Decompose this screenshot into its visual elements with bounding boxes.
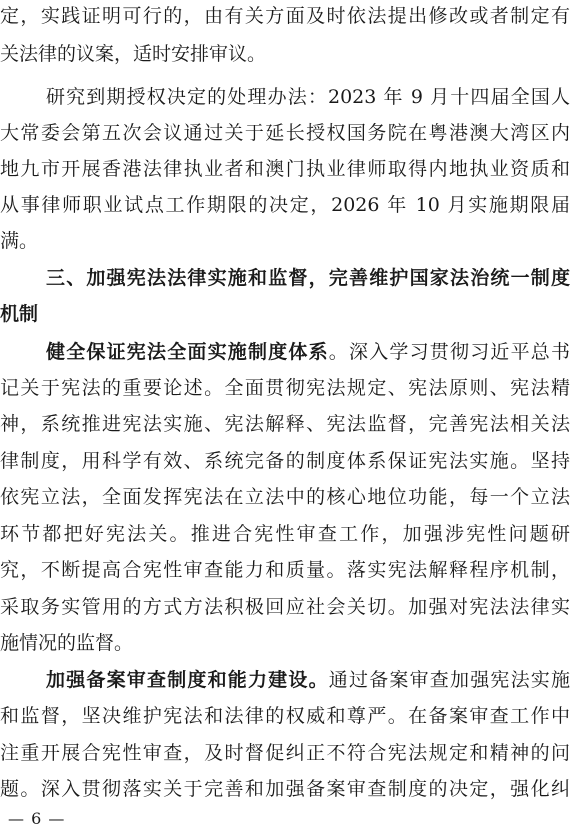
body-text-line: 定，实践证明可行的，由有关方面及时依法提出修改或者制定有: [0, 5, 570, 27]
body-text-line: [46, 664, 570, 696]
body-text-line: 环节都把好宪法关。推进合宪性审查工作，加强涉宪性问题研: [0, 523, 570, 545]
body-text-line: 地九市开展香港法律执业者和澳门执业律师取得内地执业资质和: [0, 158, 570, 180]
body-text-line: 研究到期授权决定的处理办法：2023 年 9 月十四届全国人: [46, 86, 570, 108]
body-text-line: 大常委会第五次会议通过关于延长授权国务院在粤港澳大湾区内: [0, 122, 570, 144]
page-number: — 6 —: [8, 809, 66, 828]
body-text-line: 采取务实管用的方式方法积极回应社会关切。加强对宪法法律实: [0, 596, 570, 618]
body-text-line: 和监督，坚决维护宪法和法律的权威和尊严。在备案审查工作中: [0, 705, 570, 727]
body-text-line: 从事律师职业试点工作期限的决定，2026 年 10 月实施期限届: [0, 194, 570, 216]
body-text-line: 满。: [0, 230, 39, 252]
body-text-line: 关法律的议案，适时安排审议。: [0, 43, 267, 65]
section-heading-line: 三、加强宪法法律实施和监督，完善维护国家法治统一制度: [46, 267, 570, 289]
paragraph-text: 通过备案审查加强宪法实施: [328, 669, 570, 691]
body-text-line: 题。深入贯彻落实关于完善和加强备案审查制度的决定，强化纠: [0, 778, 570, 800]
body-text-line: 注重开展合宪性审查，及时督促纠正不符合宪法规定和精神的问: [0, 742, 570, 764]
paragraph-lead-phrase: 健全保证宪法全面实施制度体系: [46, 341, 329, 363]
section-heading-line: 机制: [0, 303, 39, 325]
body-text-line: 律制度，用科学有效、系统完备的制度体系保证宪法实施。坚持: [0, 450, 570, 472]
paragraph-lead-phrase: 加强备案审查制度和能力建设。: [46, 669, 329, 691]
body-text-line: 施情况的监督。: [0, 632, 134, 654]
body-text-line: 依宪立法，全面发挥宪法在立法中的核心地位功能，每一个立法: [0, 486, 570, 508]
body-text-line: 究，不断提高合宪性审查能力和质量。落实宪法解释程序机制，: [0, 559, 570, 581]
body-text-line: 记关于宪法的重要论述。全面贯彻宪法规定、宪法原则、宪法精: [0, 377, 570, 399]
body-text-line: 神，系统推进宪法实施、宪法解释、宪法监督，完善宪法相关法: [0, 413, 570, 435]
paragraph-text: 。深入学习贯彻习近平总书: [328, 341, 570, 363]
body-text-line: [46, 336, 570, 368]
